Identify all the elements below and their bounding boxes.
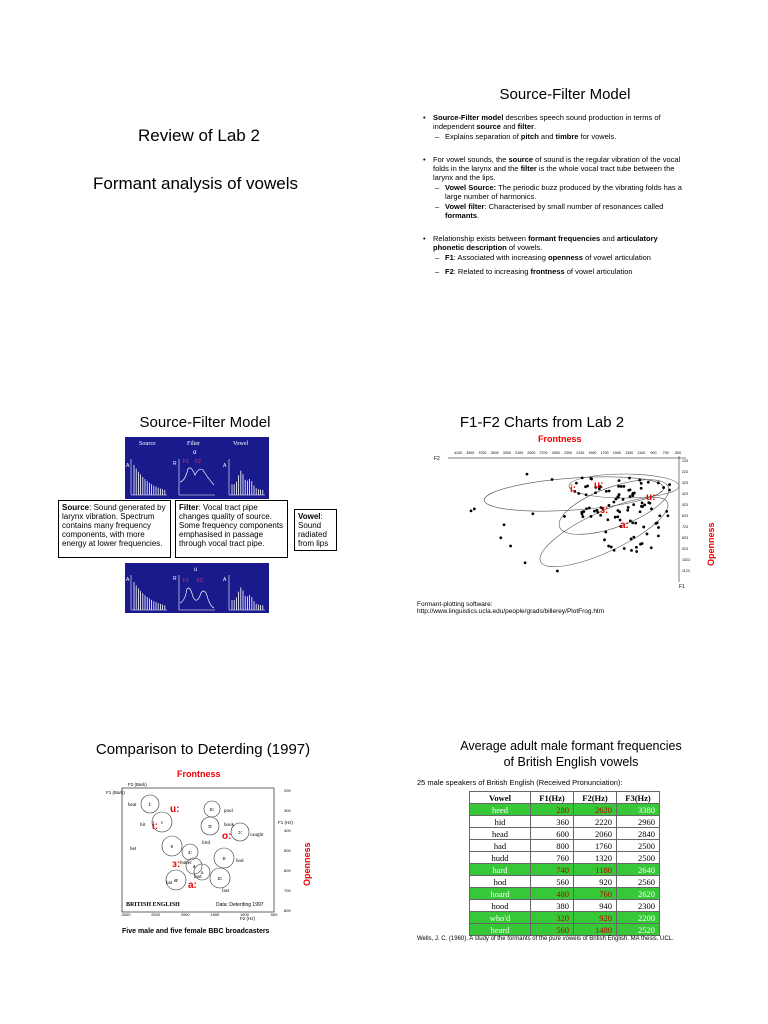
scatter-point — [551, 478, 554, 481]
filter-curve-bottom — [180, 588, 214, 608]
scatter-point — [614, 516, 617, 519]
slide2-bullets — [421, 113, 691, 287]
deterding-chart — [100, 766, 330, 926]
scatter-point — [634, 522, 637, 525]
vowel-cell: heard — [470, 924, 531, 936]
deterding-y-ticks — [284, 788, 291, 913]
svg-text:F1: F1 — [183, 578, 189, 584]
formant-cell: 1180 — [574, 864, 617, 876]
formant-cell: 2520 — [617, 924, 660, 936]
scatter-point — [589, 477, 592, 480]
ellipse-er — [553, 468, 676, 545]
table-row — [470, 876, 660, 888]
scatter-point — [639, 510, 642, 513]
table-row — [470, 840, 660, 852]
scatter-point — [629, 519, 632, 522]
x-tick: 2500 — [151, 912, 161, 917]
vowel-word: beat — [128, 803, 137, 808]
formant-cell: 2500 — [617, 840, 660, 852]
x-tick: 900 — [650, 451, 657, 455]
table-row — [470, 924, 660, 936]
f1-f2-chart — [424, 432, 724, 592]
formant-cell: 920 — [574, 912, 617, 924]
scatter-point — [605, 490, 608, 493]
header-f2: F2(Hz) — [574, 792, 617, 804]
y-tick: 723 — [682, 525, 688, 529]
vowel-word: bit — [140, 823, 146, 828]
scatter-point — [657, 526, 660, 529]
x-tick-labels — [454, 451, 681, 455]
y-tick: 323 — [682, 481, 688, 485]
vowel-word: bet — [130, 847, 137, 852]
svg-text:R: R — [173, 576, 177, 582]
y-tick: 200 — [284, 788, 291, 793]
formant-cell: 2220 — [574, 816, 617, 828]
y-tick: 400 — [284, 828, 291, 833]
formant-cell: 1760 — [574, 840, 617, 852]
scatter-point — [577, 492, 580, 495]
vowel-word: bud — [194, 875, 202, 880]
vowel-ipa: ə — [192, 864, 196, 870]
scatter-point — [585, 493, 588, 496]
vowel-ipa: ʌ — [200, 870, 204, 876]
vowel-word: fast — [222, 889, 230, 894]
sym-o-2: o: — [222, 831, 232, 842]
header-f3: F3(Hz) — [617, 792, 660, 804]
scatter-point — [622, 485, 625, 488]
header-f1: F1(Hz) — [531, 792, 574, 804]
source-filter-diagram-top — [125, 437, 269, 499]
formant-cell: 3380 — [617, 804, 660, 816]
scatter-point — [556, 570, 559, 573]
scatter-point — [563, 515, 566, 518]
formant-cell: 800 — [531, 840, 574, 852]
deterding-vowel-chart — [100, 766, 330, 926]
scatter-point — [618, 510, 621, 513]
y-tick: 123 — [682, 459, 688, 463]
formant-cell: 2500 — [617, 852, 660, 864]
scatter-point — [588, 507, 591, 510]
vowel-word: bat — [166, 881, 173, 886]
speakers-intro: 25 male speakers of British English (Received Pronunciation): — [417, 778, 623, 787]
x-tick: 2700 — [539, 451, 548, 455]
x-tick: 1300 — [625, 451, 634, 455]
formant-cell: 1320 — [574, 852, 617, 864]
table-row — [470, 900, 660, 912]
vowel-spectrum-bars-bottom — [232, 587, 263, 610]
scatter-point — [631, 521, 634, 524]
scatter-point — [623, 547, 626, 550]
formant-cell: 2620 — [617, 888, 660, 900]
formant-cell: 360 — [531, 816, 574, 828]
scatter-point — [647, 481, 650, 484]
sub-bullet-f2: – F2: Related to increasing frontness of vowel articulation — [433, 267, 691, 276]
table-row — [470, 852, 660, 864]
slide2-title: Source-Filter Model — [499, 86, 631, 103]
x-tick: 2100 — [576, 451, 585, 455]
scatter-point — [524, 561, 527, 564]
svg-text:A: A — [223, 577, 227, 583]
scatter-point — [618, 479, 621, 482]
x-tick: 3500 — [490, 451, 499, 455]
formant-cell: 940 — [574, 900, 617, 912]
formant-cell: 2300 — [617, 900, 660, 912]
scatter-point — [641, 501, 644, 504]
scatter-point — [630, 549, 633, 552]
table-row — [470, 828, 660, 840]
scatter-point — [635, 550, 638, 553]
formant-cell: 2060 — [574, 828, 617, 840]
scatter-point — [613, 549, 616, 552]
vowel-ipa: ɪ — [161, 820, 163, 826]
slide4-title: F1-F2 Charts from Lab 2 — [459, 414, 625, 431]
plotting-credit-url[interactable]: http://www.linguistics.ucla.edu/people/grads/billerey/PlotFrog.htm — [417, 608, 605, 615]
frontness-label-2: Frontness — [177, 769, 221, 779]
sym-u-2: u: — [170, 804, 180, 815]
vowel-cell: who'd — [470, 912, 531, 924]
scatter-point — [630, 538, 633, 541]
scatter-point — [642, 526, 645, 529]
vowel-ipa: e — [170, 844, 174, 850]
vowel-ipa: ɑ: — [217, 876, 223, 882]
y-tick: 623 — [682, 514, 688, 518]
formant-cell: 560 — [531, 876, 574, 888]
slide3-title: Source-Filter Model — [139, 414, 271, 431]
plotting-credit-title: Formant-plotting software: — [417, 601, 493, 608]
openness-label-wrap — [706, 488, 720, 568]
vowel-cell: hid — [470, 816, 531, 828]
scatter-point — [662, 486, 665, 489]
vowel-ipa: ɔ: — [237, 830, 243, 836]
x-tick: 1900 — [588, 451, 597, 455]
svg-text:Vowel: Vowel — [233, 441, 249, 447]
x-tick: 3900 — [466, 451, 475, 455]
sym-er-2: ɜ: — [172, 859, 181, 870]
y-tick: 800 — [284, 908, 291, 913]
y-tick: 300 — [284, 808, 291, 813]
filter-curve — [180, 468, 214, 485]
scatter-point — [657, 534, 660, 537]
source-box: Source: Sound generated by larynx vibration. Spectrum contains many frequency components, with more energy at lower frequencies. — [58, 500, 171, 558]
scatter-point — [640, 505, 643, 508]
vowel-ipa: ɒ — [222, 856, 226, 862]
scatter-point — [632, 536, 635, 539]
x-tick: 1500 — [612, 451, 621, 455]
f1-hz-label: F1 (Hz) — [278, 820, 293, 825]
vowel-cell: hoard — [470, 888, 531, 900]
formant-cell: 280 — [531, 804, 574, 816]
x-tick: 3100 — [515, 451, 524, 455]
x-tick: 2300 — [564, 451, 572, 455]
x-tick: 500 — [270, 912, 278, 917]
sub-bullet-pitch: – Explains separation of pitch and timbre for vowels. — [433, 132, 691, 141]
data-credit: Data: Deterding 1997 — [216, 902, 264, 908]
frontness-label: Frontness — [538, 434, 582, 444]
scatter-point — [603, 538, 606, 541]
x-tick: 500 — [675, 451, 681, 455]
y-tick: 423 — [682, 492, 688, 496]
scatter-point — [582, 510, 585, 513]
vowel-word: pool — [224, 809, 233, 814]
scatter-point — [640, 487, 643, 490]
vowel-ipa: ɜ: — [187, 850, 193, 856]
scatter-point — [604, 531, 607, 534]
openness-label: Openness — [706, 522, 716, 566]
scatter-point — [658, 514, 661, 517]
scatter-point — [616, 515, 619, 518]
y-tick: 1123 — [682, 569, 690, 573]
header-vowel: Vowel — [470, 792, 531, 804]
formant-cell: 760 — [531, 852, 574, 864]
scatter-point — [667, 514, 670, 517]
scatter-point — [629, 495, 632, 498]
table-row — [470, 912, 660, 924]
x-tick: 3000 — [121, 912, 131, 917]
slide5-title: Comparison to Deterding (1997) — [95, 741, 311, 758]
scatter-point — [594, 491, 597, 494]
symbol-a: a: — [620, 520, 629, 531]
scatter-point — [503, 523, 506, 526]
svg-text:A: A — [126, 577, 130, 583]
formant-cell: 380 — [531, 900, 574, 912]
f1-axis-label: F1 — [679, 584, 685, 590]
formant-cell: 760 — [574, 888, 617, 900]
formant-table-header — [470, 792, 660, 804]
formant-table — [469, 791, 660, 936]
source-filter-diagram-bottom — [125, 563, 269, 613]
y-tick: 600 — [284, 868, 291, 873]
scatter-point — [526, 473, 529, 476]
filter-box: Filter: Vocal tract pipe changes quality of source. Some frequency components emphasised in passage through vocal tract pipe. — [175, 500, 288, 558]
formant-table-wrap — [469, 791, 660, 936]
table-row — [470, 888, 660, 900]
formant-cell: 1480 — [574, 924, 617, 936]
x-tick: 1700 — [600, 451, 609, 455]
svg-text:F1: F1 — [183, 459, 189, 465]
scatter-point — [632, 503, 635, 506]
y-tick-labels — [682, 459, 690, 573]
bullet-source-filter: • Source-Filter model describes speech sound production in terms of independent source and filter. – Explains separation of pitch and timbre for vowels. — [421, 113, 691, 141]
scatter-point — [639, 543, 642, 546]
slide1-title: Review of Lab 2 — [138, 126, 260, 145]
scatter-point — [610, 546, 613, 549]
vowel-ipa: æ — [173, 878, 179, 884]
british-english-label: BRITISH ENGLISH — [126, 902, 180, 908]
sym-i-2: i: — [152, 821, 159, 832]
table-row — [470, 864, 660, 876]
svg-text:F2: F2 — [195, 459, 201, 465]
svg-text:α: α — [193, 450, 197, 456]
y-tick: 500 — [284, 848, 291, 853]
formant-cell: 920 — [574, 876, 617, 888]
source-spectrum-bars — [134, 465, 165, 495]
scatter-point — [635, 546, 638, 549]
f2-hz-axis: F2 (Hz) — [240, 916, 255, 921]
svg-text:F2: F2 — [197, 578, 203, 584]
symbol-u-right: u: — [646, 492, 656, 503]
wells-reference: Wells, J. C. (1960). A study of the formants of the pure vowels of British English. MA thesis. UCL. — [417, 936, 674, 942]
y-tick: 700 — [284, 888, 291, 893]
formant-cell: 2620 — [574, 804, 617, 816]
scatter-point — [657, 481, 660, 484]
slide6-title — [436, 738, 706, 770]
deterding-caption: Five male and five female BBC broadcasters — [122, 928, 270, 935]
source-filter-panel-bottom — [125, 563, 269, 613]
scatter-point — [473, 508, 476, 511]
svg-text:Filter: Filter — [187, 441, 200, 447]
vowel-ipa: ʊ — [208, 824, 212, 830]
x-tick: 3700 — [478, 451, 487, 455]
vowel-cell: hood — [470, 900, 531, 912]
formant-cell: 320 — [531, 912, 574, 924]
sub-bullet-vowel-filter: – Vowel filter: Characterised by small number of resonances called formants. — [433, 202, 691, 220]
vowel-word: butter — [180, 861, 192, 866]
table-row — [470, 816, 660, 828]
x-tick: 700 — [662, 451, 669, 455]
scatter-point — [643, 504, 646, 507]
vowel-cell: hard — [470, 864, 531, 876]
scatter-point — [622, 498, 625, 501]
x-tick: 4100 — [454, 451, 462, 455]
scatter-point — [470, 509, 473, 512]
formant-cell: 740 — [531, 864, 574, 876]
x-tick: 2500 — [551, 451, 560, 455]
scatter-point — [582, 515, 585, 518]
formant-cell: 2640 — [617, 864, 660, 876]
scatter-point — [499, 536, 502, 539]
scatter-point — [631, 494, 634, 497]
formant-cell: 2200 — [617, 912, 660, 924]
vowel-word: bird — [202, 841, 211, 846]
vowel-ipa: i: — [148, 802, 152, 808]
scatter-point — [620, 485, 623, 488]
y-tick: 923 — [682, 547, 688, 551]
scatter-point — [668, 489, 671, 492]
scatter-point — [650, 507, 653, 510]
svg-text:A: A — [223, 463, 227, 469]
svg-text:R: R — [173, 461, 177, 467]
slide1-subtitle: Formant analysis of vowels — [93, 174, 299, 193]
scatter-point — [638, 479, 641, 482]
vowel-word: hod — [236, 859, 244, 864]
f1-f2-scatter — [424, 432, 724, 592]
x-tick: 1100 — [637, 451, 646, 455]
vowel-cell: had — [470, 840, 531, 852]
f1-bark-label: F1 (Bark) — [106, 790, 125, 795]
scatter-point — [617, 485, 620, 488]
scatter-point — [606, 518, 609, 521]
f2-axis-label: F2 — [434, 456, 440, 462]
slide6-title-line1: Average adult male formant frequencies — [460, 739, 682, 753]
scatter-point — [585, 507, 588, 510]
scatter-point — [629, 488, 632, 491]
y-tick: 523 — [682, 503, 688, 507]
x-tick: 2900 — [527, 451, 536, 455]
sub-bullet-vowel-source: – Vowel Source: The periodic buzz produced by the vibrating folds has a large number of harmonics. — [433, 183, 691, 201]
scatter-point — [596, 509, 599, 512]
scatter-point — [586, 485, 589, 488]
f2-bark-label: F2 (Bark) — [128, 782, 147, 787]
bullet-relationship: • Relationship exists between formant frequencies and articulatory phonetic description of vowels. – F1: Associated with increasing openness of vowel articulation – F2: Related to increasing frontness of vowel articulation — [421, 234, 691, 276]
scatter-point — [607, 545, 610, 548]
table-row — [470, 804, 660, 816]
scatter-point — [509, 545, 512, 548]
vowel-cell: hod — [470, 876, 531, 888]
scatter-point — [618, 493, 621, 496]
scatter-point — [581, 513, 584, 516]
scatter-point — [593, 510, 596, 513]
x-tick: 3300 — [502, 451, 511, 455]
openness-label-wrap-2 — [302, 814, 316, 894]
vowel-cell: hudd — [470, 852, 531, 864]
vowel-ipa: u: — [209, 807, 215, 813]
formant-cell: 480 — [531, 888, 574, 900]
scatter-point — [646, 533, 649, 536]
slide6-title-line2: of British English vowels — [503, 755, 639, 769]
vowel-box: Vowel: Sound radiated from lips — [294, 509, 337, 551]
scatter-point — [626, 509, 629, 512]
scatter-point — [590, 515, 593, 518]
svg-text:u: u — [194, 567, 198, 573]
symbol-u: u: — [594, 480, 604, 491]
y-tick: 823 — [682, 536, 688, 540]
source-filter-panel-top — [125, 437, 269, 499]
vowel-word: book — [224, 823, 234, 828]
svg-text:A: A — [126, 463, 130, 469]
symbol-er: ɜ: — [600, 505, 609, 516]
vowel-cell: head — [470, 828, 531, 840]
x-tick: 1000 — [239, 912, 249, 917]
scatter-point — [531, 512, 534, 515]
symbol-i: i: — [570, 484, 577, 495]
x-tick: 1500 — [210, 912, 220, 917]
vowel-cell: heed — [470, 804, 531, 816]
formant-table-body — [470, 804, 660, 936]
formant-cell: 2960 — [617, 816, 660, 828]
formant-cell: 560 — [531, 924, 574, 936]
scatter-point — [665, 510, 668, 513]
scatter-point — [668, 483, 671, 486]
y-tick: 1023 — [682, 558, 690, 562]
scatter-point — [654, 522, 657, 525]
scatter-point — [608, 490, 611, 493]
bullet-vowel-sounds: • For vowel sounds, the source of sound is the regular vibration of the vocal folds in the larynx and the filter is the whole vocal tract tube between the larynx and the lips. – Vowel Source: The periodic buzz produced by the vibrating folds has a large number of harmonics. – Vowel filter: Characterised by small number of resonances called formants. — [421, 155, 691, 220]
svg-text:Source: Source — [139, 441, 156, 447]
formant-cell: 600 — [531, 828, 574, 840]
formant-cell: 2840 — [617, 828, 660, 840]
x-tick: 2000 — [180, 912, 190, 917]
scatter-point — [615, 498, 618, 501]
scatter-point — [628, 477, 631, 480]
sub-bullet-f1: – F1: Associated with increasing openness of vowel articulation — [433, 253, 691, 262]
scatter-point — [581, 476, 584, 479]
scatter-point — [612, 501, 615, 504]
formant-cell: 2560 — [617, 876, 660, 888]
scatter-point — [650, 546, 653, 549]
openness-label-2: Openness — [302, 842, 312, 886]
scatter-point — [627, 506, 630, 509]
source-spectrum-bars-bottom — [134, 582, 165, 610]
vowel-spectrum-bars — [232, 471, 263, 495]
y-tick: 223 — [682, 470, 688, 474]
scatter-point — [640, 482, 643, 485]
vowel-word: caught — [250, 833, 264, 838]
sym-a-2: a: — [188, 880, 197, 891]
